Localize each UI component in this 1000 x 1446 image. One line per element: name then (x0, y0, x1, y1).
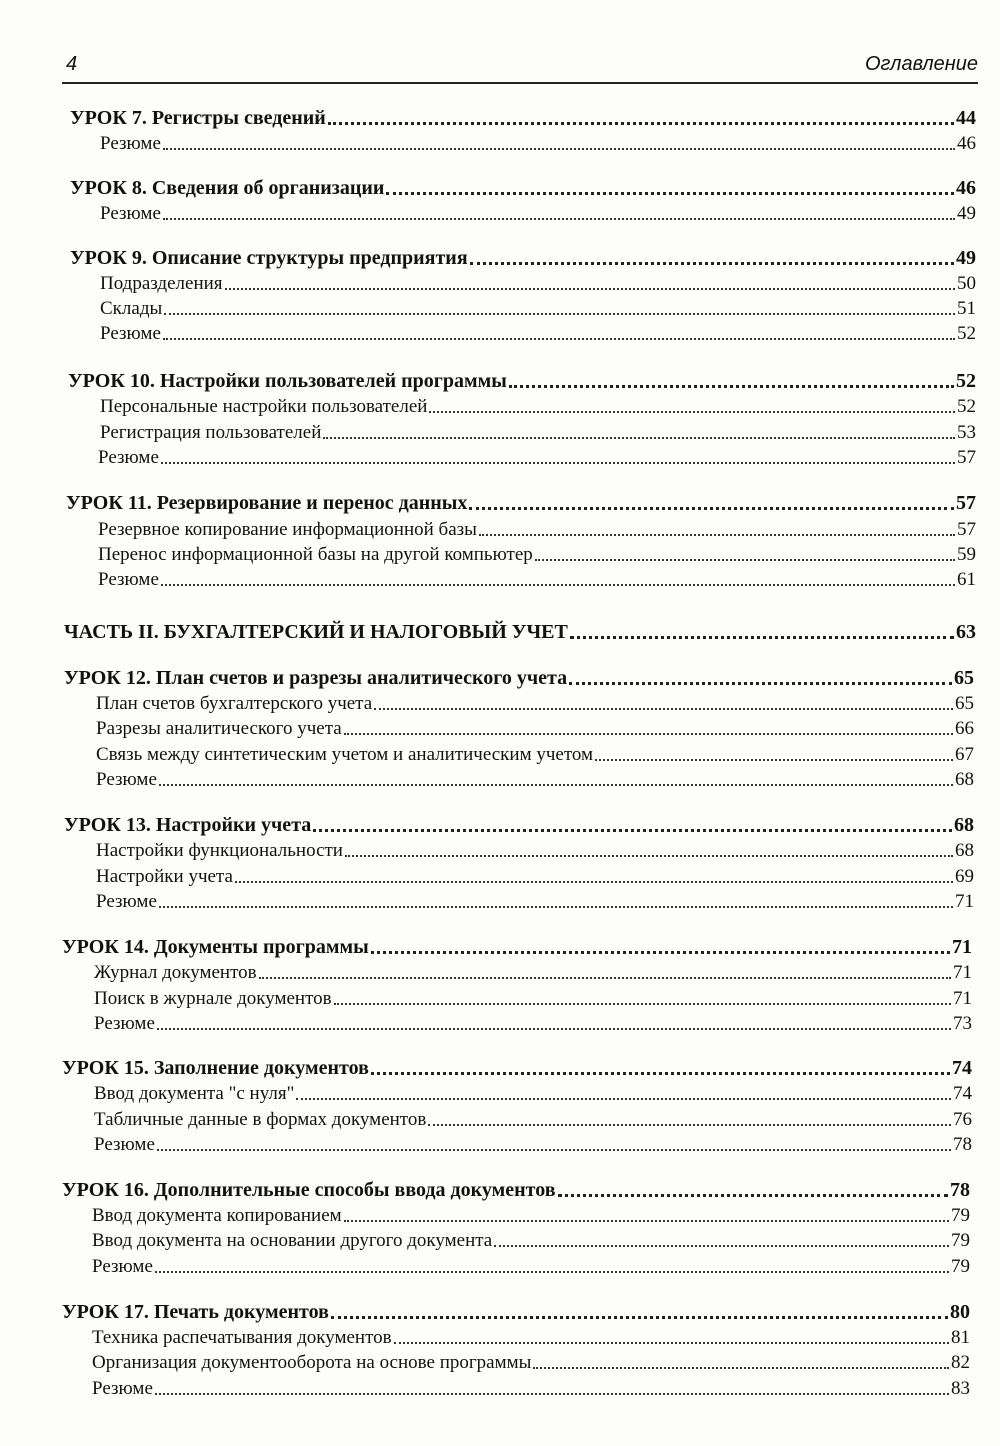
dot-leader (470, 258, 954, 265)
toc-entry-title: Резервное копирование информационной базы (98, 519, 477, 540)
toc-entry-title: Табличные данные в формах документов (94, 1109, 427, 1130)
toc-entry-title: УРОК 13. Настройки учета (64, 814, 312, 836)
toc-entry-title: Настройки функциональности (96, 840, 343, 861)
toc-chapter-entry (70, 176, 976, 200)
running-title: Оглавление (864, 53, 978, 75)
toc-entry-page: 57 (957, 519, 976, 540)
dot-leader (371, 947, 950, 954)
toc-entry-page: 82 (951, 1352, 970, 1373)
dot-leader (259, 973, 951, 979)
toc-entry-title: Резюме (100, 203, 161, 224)
toc-section-entry (98, 517, 976, 541)
toc-entry-page: 50 (957, 273, 976, 294)
toc-chapter-entry (62, 1300, 970, 1324)
toc-entry-page: 78 (953, 1134, 972, 1155)
toc-entry-page: 79 (951, 1230, 970, 1251)
dot-leader (509, 381, 954, 388)
dot-leader (235, 877, 953, 883)
toc-entry-page: 52 (957, 396, 976, 417)
dot-leader (371, 1068, 950, 1075)
dot-leader (479, 530, 955, 536)
toc-section-entry (96, 691, 974, 715)
toc-entry-page: 67 (955, 744, 974, 765)
toc-entry-page: 69 (955, 866, 974, 887)
toc-entry-title: Резюме (100, 323, 161, 344)
toc-entry-title: Резюме (96, 769, 157, 790)
dot-leader (225, 284, 955, 290)
dot-leader (570, 632, 954, 639)
toc-section-entry (100, 271, 976, 295)
dot-leader (161, 458, 955, 464)
toc-entry-page: 79 (951, 1256, 970, 1277)
toc-entry-title: УРОК 14. Документы программы (62, 936, 369, 958)
toc-chapter-entry (68, 369, 976, 393)
toc-section-entry (96, 838, 974, 862)
toc-entry-title: Перенос информационной базы на другой компьютер (98, 544, 533, 565)
toc-entry-page: 57 (957, 447, 976, 468)
dot-leader (533, 1363, 949, 1369)
toc-chapter-entry (66, 491, 976, 515)
toc-entry-title: Резюме (100, 133, 161, 154)
dot-leader (161, 580, 955, 586)
toc-entry-page: 81 (951, 1327, 970, 1348)
toc-entry-page: 59 (957, 544, 976, 565)
toc-entry-page: 44 (956, 107, 976, 129)
toc-section-entry (98, 445, 976, 469)
dot-leader (394, 1338, 949, 1344)
toc-section-entry (100, 201, 976, 225)
toc-entry-title: УРОК 17. Печать документов (62, 1301, 329, 1323)
toc-entry-title: УРОК 15. Заполнение документов (62, 1057, 369, 1079)
toc-section-entry (98, 567, 976, 591)
toc-section-entry (96, 716, 974, 740)
dot-leader (163, 144, 955, 150)
toc-section-entry (94, 1107, 972, 1131)
toc-section-entry (92, 1325, 970, 1349)
toc-entry-title: ЧАСТЬ II. БУХГАЛТЕРСКИЙ И НАЛОГОВЫЙ УЧЕТ (64, 621, 568, 643)
toc-section-entry (100, 394, 976, 418)
toc-entry-title: УРОК 9. Описание структуры предприятия (70, 247, 468, 269)
dot-leader (334, 999, 951, 1005)
toc-entry-title: Ввод документа на основании другого документа (92, 1230, 493, 1251)
dot-leader (296, 1094, 951, 1100)
toc-entry-page: 76 (953, 1109, 972, 1130)
toc-section-entry (92, 1376, 970, 1400)
toc-entry-page: 65 (954, 667, 974, 689)
toc-entry-page: 68 (955, 769, 974, 790)
toc-section-entry (94, 1011, 972, 1035)
dot-leader (331, 1312, 948, 1319)
toc-entry-page: 83 (951, 1378, 970, 1399)
toc-entry-title: УРОК 8. Сведения об организации (70, 177, 385, 199)
toc-section-entry (96, 767, 974, 791)
toc-entry-title: Журнал документов (94, 962, 257, 983)
toc-section-entry (96, 889, 974, 913)
toc-chapter-entry (70, 106, 976, 130)
toc-section-entry (100, 321, 976, 345)
dot-leader (323, 433, 955, 439)
toc-chapter-entry (70, 246, 976, 270)
toc-entry-title: Разрезы аналитического учета (96, 718, 342, 739)
dot-leader (163, 214, 955, 220)
toc-entry-page: 71 (955, 891, 974, 912)
toc-entry-page: 49 (956, 247, 976, 269)
dot-leader (535, 555, 955, 561)
toc-entry-title: Резюме (94, 1013, 155, 1034)
dot-leader (159, 780, 953, 786)
toc-chapter-entry (64, 813, 974, 837)
toc-entry-title: Резюме (98, 447, 159, 468)
toc-entry-page: 71 (953, 962, 972, 983)
toc-entry-page: 79 (951, 1205, 970, 1226)
toc-entry-title: Подразделения (100, 273, 223, 294)
toc-entry-page: 57 (956, 492, 976, 514)
toc-entry-page: 68 (955, 840, 974, 861)
dot-leader (374, 704, 953, 710)
toc-entry-page: 63 (956, 621, 976, 643)
toc-section-entry (92, 1254, 970, 1278)
toc-section-entry (96, 864, 974, 888)
toc-section-entry (98, 542, 976, 566)
toc-section-entry (94, 986, 972, 1010)
toc-entry-title: Поиск в журнале документов (94, 988, 332, 1009)
toc-section-entry (100, 420, 976, 444)
toc-section-entry (100, 296, 976, 320)
toc-entry-title: Ввод документа копированием (92, 1205, 342, 1226)
toc-entry-page: 53 (957, 422, 976, 443)
toc-chapter-entry (62, 935, 972, 959)
toc-entry-page: 78 (950, 1179, 970, 1201)
dot-leader (345, 851, 953, 857)
toc-section-entry (92, 1203, 970, 1227)
toc-entry-title: УРОК 10. Настройки пользователей программы (68, 370, 507, 392)
toc-entry-page: 73 (953, 1013, 972, 1034)
dot-leader (429, 407, 955, 413)
toc-entry-title: Техника распечатывания документов (92, 1327, 392, 1348)
toc-entry-page: 46 (957, 133, 976, 154)
toc-entry-title: Склады (100, 298, 163, 319)
toc-entry-page: 61 (957, 569, 976, 590)
toc-entry-page: 46 (956, 177, 976, 199)
toc-entry-page: 68 (954, 814, 974, 836)
toc-section-entry (100, 131, 976, 155)
dot-leader (157, 1024, 951, 1030)
toc-section-entry (92, 1350, 970, 1374)
toc-entry-title: План счетов бухгалтерского учета (96, 693, 373, 714)
toc-chapter-entry (62, 1056, 972, 1080)
toc-entry-page: 65 (955, 693, 974, 714)
toc-entry-title: Персональные настройки пользователей (100, 396, 428, 417)
toc-entry-title: Резюме (92, 1256, 153, 1277)
toc-entry-title: УРОК 7. Регистры сведений (70, 107, 326, 129)
toc-entry-title: Регистрация пользователей (100, 422, 322, 443)
toc-section-entry (92, 1228, 970, 1252)
toc-entry-title: УРОК 11. Резервирование и перенос данных (66, 492, 468, 514)
toc-entry-page: 52 (956, 370, 976, 392)
dot-leader (164, 309, 955, 315)
toc-entry-title: Связь между синтетическим учетом и аналитическим учетом (96, 744, 594, 765)
toc-chapter-entry (64, 666, 974, 690)
toc-entry-title: Ввод документа "с нуля" (94, 1083, 295, 1104)
toc-entry-title: Резюме (98, 569, 159, 590)
toc-part-entry (64, 620, 976, 644)
toc-entry-page: 71 (953, 988, 972, 1009)
dot-leader (344, 729, 953, 735)
dot-leader (595, 755, 953, 761)
page-number: 4 (66, 53, 78, 75)
dot-leader (157, 1145, 951, 1151)
toc-section-entry (94, 1132, 972, 1156)
dot-leader (344, 1216, 949, 1222)
dot-leader (155, 1267, 949, 1273)
toc-entry-title: УРОК 16. Дополнительные способы ввода документов (62, 1179, 556, 1201)
dot-leader (569, 678, 952, 685)
toc-entry-page: 52 (957, 323, 976, 344)
toc-entry-title: Настройки учета (96, 866, 233, 887)
toc-entry-title: УРОК 12. План счетов и разрезы аналитического учета (64, 667, 568, 689)
toc-entry-title: Резюме (96, 891, 157, 912)
dot-leader (328, 118, 954, 125)
dot-leader (163, 334, 955, 340)
toc-section-entry (94, 1081, 972, 1105)
dot-leader (386, 188, 954, 195)
dot-leader (494, 1241, 949, 1247)
toc-entry-page: 71 (952, 936, 972, 958)
toc-entry-page: 51 (957, 298, 976, 319)
dot-leader (428, 1120, 951, 1126)
toc-section-entry (94, 960, 972, 984)
toc-section-entry (96, 742, 974, 766)
dot-leader (558, 1190, 948, 1197)
toc-entry-title: Организация документооборота на основе программы (92, 1352, 532, 1373)
toc-entry-title: Резюме (92, 1378, 153, 1399)
toc-entry-title: Резюме (94, 1134, 155, 1155)
toc-entry-page: 74 (952, 1057, 972, 1079)
dot-leader (159, 902, 953, 908)
toc-entry-page: 74 (953, 1083, 972, 1104)
toc-chapter-entry (62, 1178, 970, 1202)
toc-entry-page: 49 (957, 203, 976, 224)
toc-entry-page: 66 (955, 718, 974, 739)
dot-leader (155, 1389, 949, 1395)
dot-leader (469, 503, 954, 510)
toc-entry-page: 80 (950, 1301, 970, 1323)
dot-leader (313, 825, 952, 832)
